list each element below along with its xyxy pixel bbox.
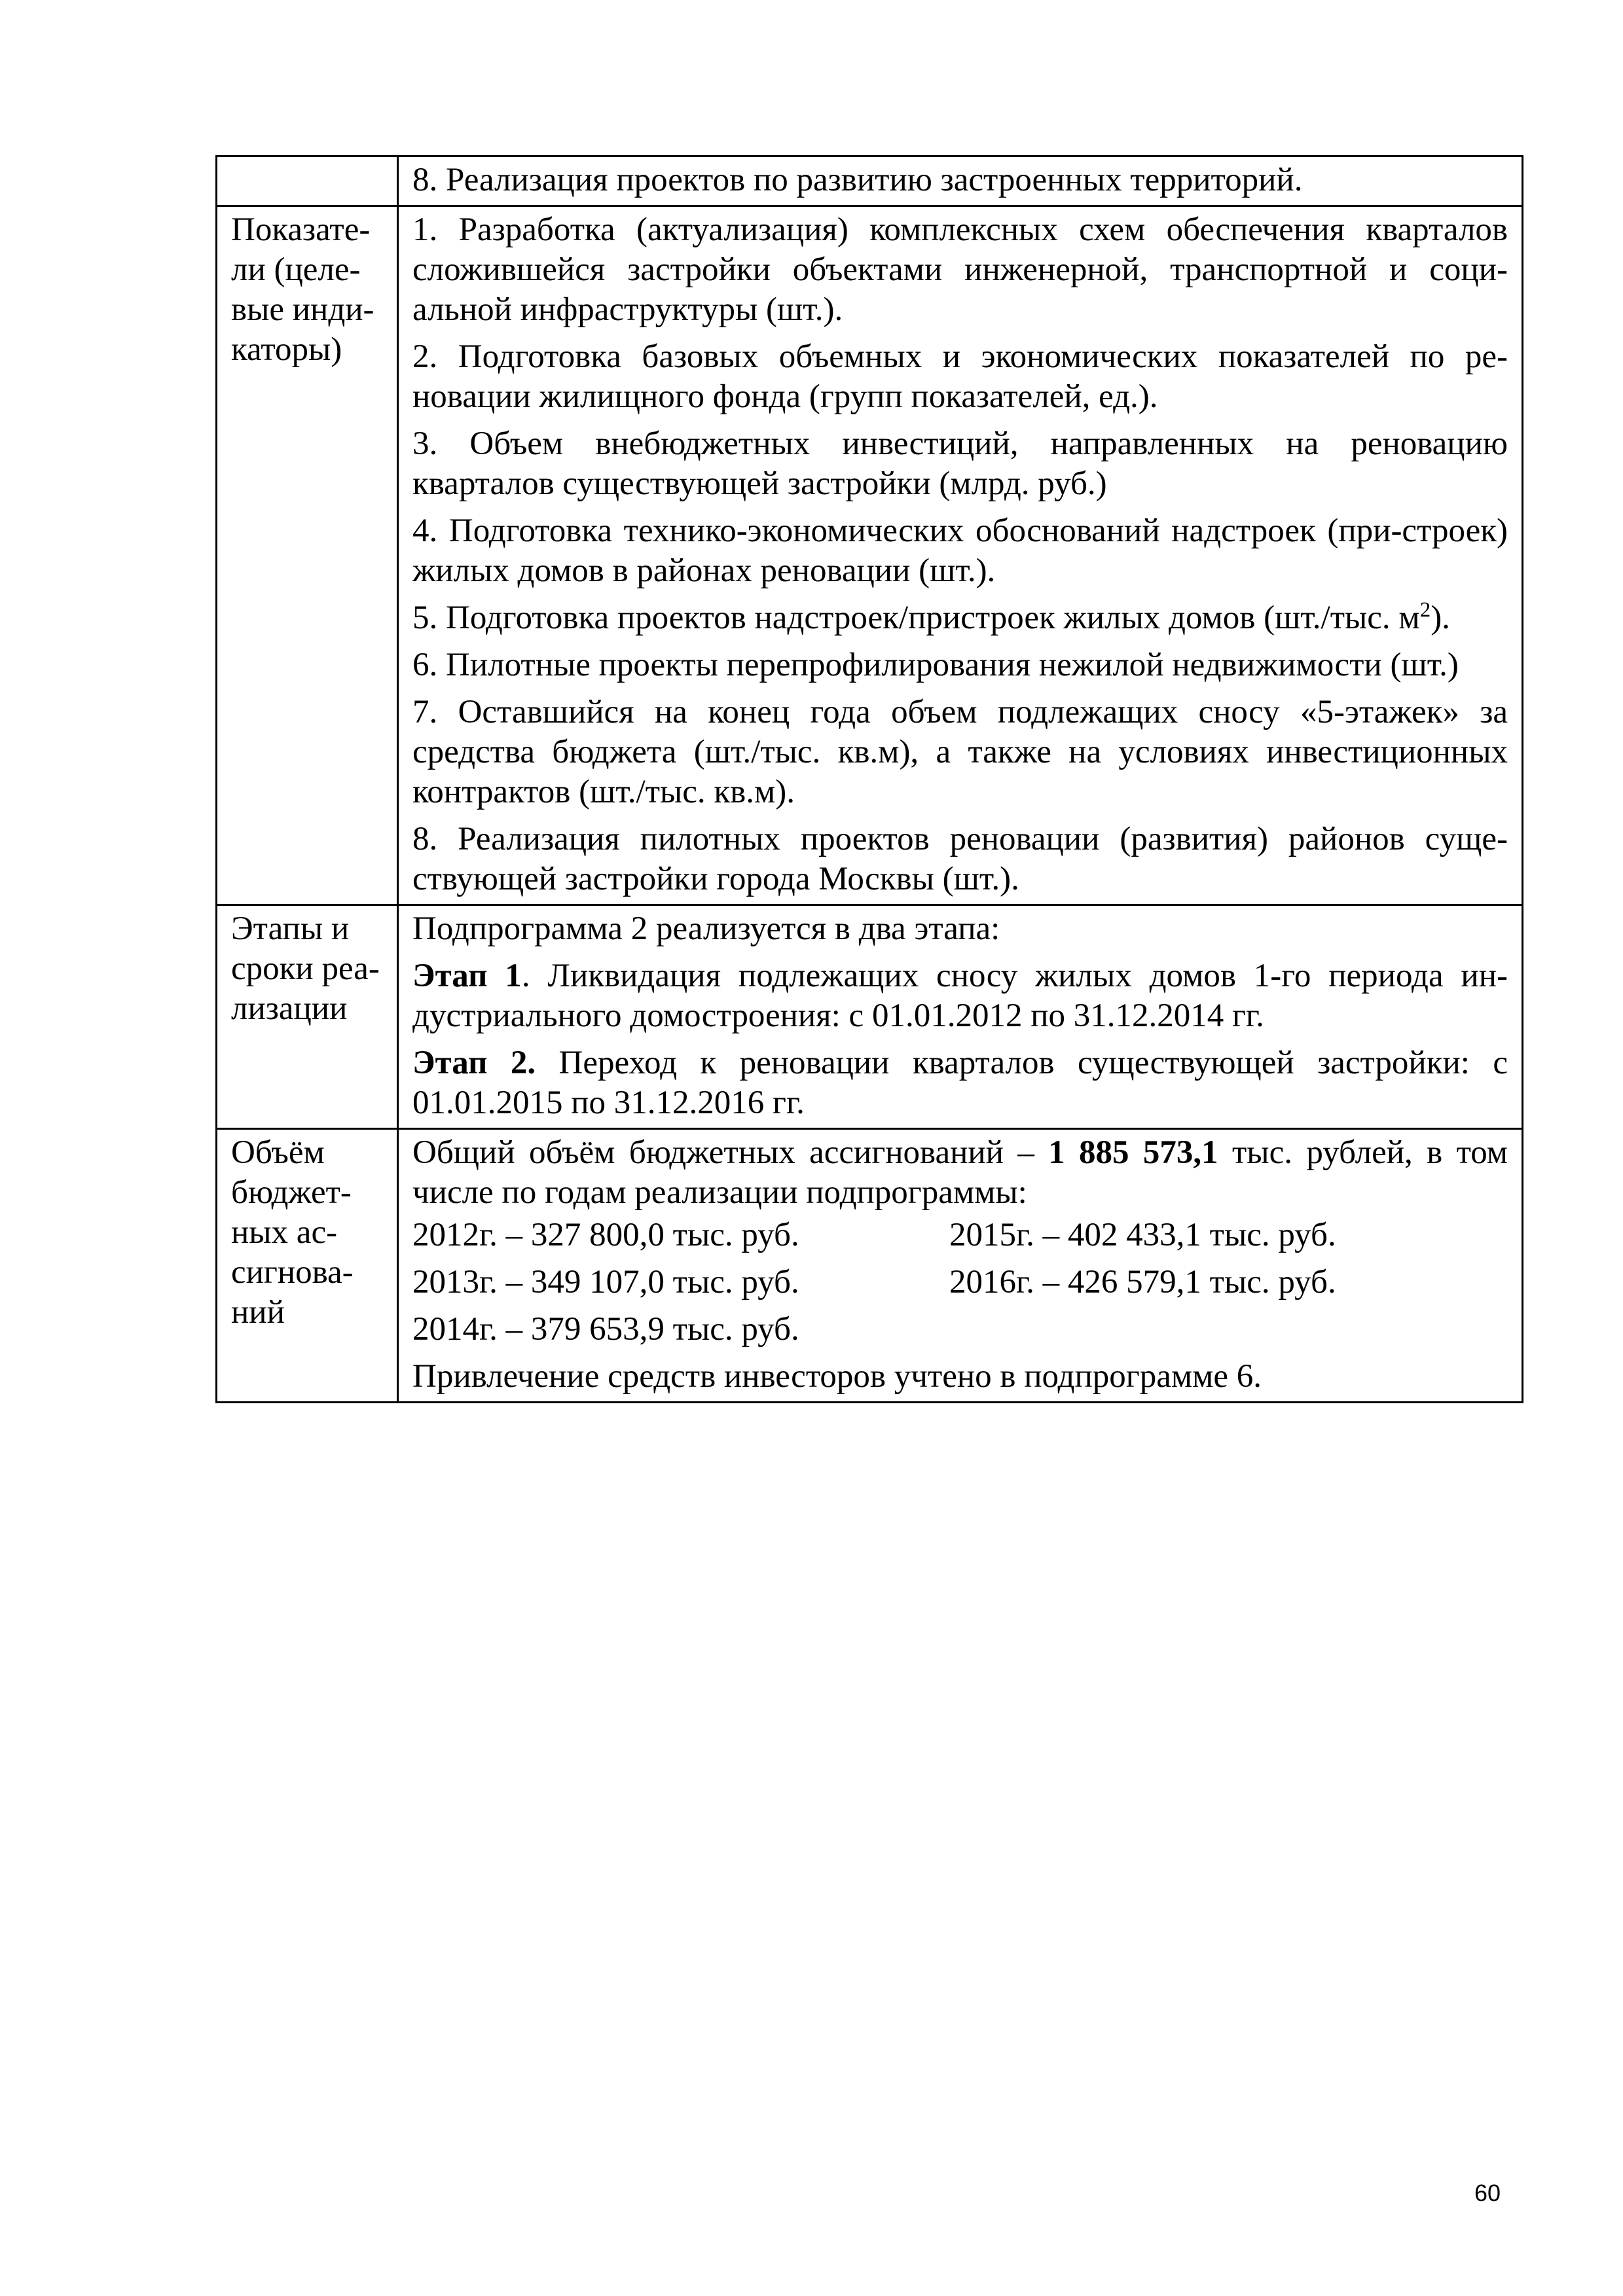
stage-1 bbox=[412, 956, 1508, 1036]
stage-2-title: Этап 2. bbox=[412, 1045, 536, 1081]
table-row bbox=[217, 156, 1523, 206]
budget-content bbox=[398, 1129, 1523, 1403]
row-label-stages: Этапы и сроки реа-лизации bbox=[217, 905, 398, 1129]
table-row bbox=[217, 206, 1523, 905]
budget-total-value: 1 885 573,1 bbox=[1048, 1134, 1218, 1171]
stages-intro: Подпрограмма 2 реализуется в два этапа: bbox=[412, 910, 1000, 947]
continuation-item: 8. Реализация проектов по развитию застроенных территорий. bbox=[412, 162, 1303, 198]
budget-year-row bbox=[412, 1310, 1508, 1350]
row-label-empty bbox=[217, 156, 398, 206]
budget-total-prefix: Общий объём бюджетных ассигнований – bbox=[412, 1134, 1049, 1171]
indicator-item: 4. Подготовка технико-экономических обоснований надстроек (при-строек) жилых домов в районах реновации (шт.). bbox=[412, 512, 1508, 589]
stage-2 bbox=[412, 1043, 1508, 1123]
indicator-item: 2. Подготовка базовых объемных и экономических показателей по ре-новации жилищного фонда (групп показателей, ед.). bbox=[412, 338, 1508, 415]
indicators-list bbox=[398, 206, 1523, 905]
budget-total bbox=[412, 1133, 1508, 1213]
row-content bbox=[398, 156, 1523, 206]
stages-content bbox=[398, 905, 1523, 1129]
table-row bbox=[217, 905, 1523, 1129]
stage-1-title: Этап 1 bbox=[412, 958, 522, 994]
program-passport-table bbox=[215, 155, 1523, 1403]
stage-1-text: . Ликвидация подлежащих сносу жилых домов 1-го периода ин-дустриального домостроения: с 01.01.2012 по 31.12.2014 гг. bbox=[412, 958, 1508, 1034]
budget-2015: 2015г. – 402 433,1 тыс. руб. bbox=[949, 1217, 1336, 1253]
indicator-item: 6. Пилотные проекты перепрофилирования нежилой недвижимости (шт.) bbox=[412, 647, 1459, 683]
budget-2016: 2016г. – 426 579,1 тыс. руб. bbox=[949, 1264, 1336, 1300]
row-label-budget: Объём бюджет-ных ас-сигнова-ний bbox=[217, 1129, 398, 1403]
budget-total-suffix: тыс. рублей, в том числе по годам реализации подпрограммы: bbox=[412, 1134, 1508, 1211]
budget-2014: 2014г. – 379 653,9 тыс. руб. bbox=[412, 1311, 799, 1348]
indicator-5-text: 5. Подготовка проектов надстроек/пристроек жилых домов (шт./тыс. м bbox=[412, 600, 1420, 636]
row-label-indicators: Показате-ли (целе-вые инди-каторы) bbox=[217, 206, 398, 905]
indicator-item: 7. Оставшийся на конец года объем подлежащих сносу «5-этажек» за средства бюджета (шт./тыс. кв.м), а также на условиях инвестиционных контрактов (шт./тыс. кв.м). bbox=[412, 694, 1508, 810]
stage-2-text: Переход к реновации кварталов существующей застройки: с 01.01.2015 по 31.12.2016 гг. bbox=[412, 1045, 1508, 1121]
indicator-item bbox=[412, 598, 1508, 638]
indicator-item: 3. Объем внебюджетных инвестиций, направленных на реновацию кварталов существующей застройки (млрд. руб.) bbox=[412, 425, 1508, 502]
indicator-item: 1. Разработка (актуализация) комплексных схем обеспечения кварталов сложившейся застройки объектами инженерной, транспортной и соци-альной инфраструктуры (шт.). bbox=[412, 211, 1508, 328]
budget-note: Привлечение средств инвесторов учтено в подпрограмме 6. bbox=[412, 1358, 1262, 1395]
budget-2013: 2013г. – 349 107,0 тыс. руб. bbox=[412, 1264, 799, 1300]
budget-year-row bbox=[412, 1263, 1508, 1302]
indicator-5-tail: ). bbox=[1431, 600, 1450, 636]
budget-year-row bbox=[412, 1215, 1508, 1255]
indicator-item: 8. Реализация пилотных проектов реновации (развития) районов суще-ствующей застройки города Москвы (шт.). bbox=[412, 821, 1508, 897]
page-number: 60 bbox=[1474, 2179, 1501, 2206]
superscript-2: 2 bbox=[1419, 598, 1431, 622]
table-row bbox=[217, 1129, 1523, 1403]
budget-2012: 2012г. – 327 800,0 тыс. руб. bbox=[412, 1217, 799, 1253]
